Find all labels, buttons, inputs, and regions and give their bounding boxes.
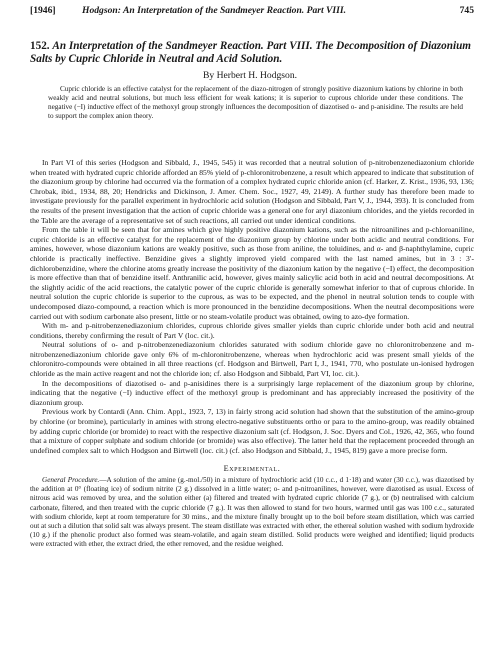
experimental-heading: Experimental.: [223, 464, 281, 474]
running-header: [30, 5, 474, 17]
header-page-number: 745: [459, 5, 474, 16]
header-year: [1946]: [30, 5, 56, 16]
article-number: 152.: [30, 40, 50, 52]
article-title-text: An Interpretation of the Sandmeyer Reaction. Part VIII. The Decomposition of Diazonium Salts by Cupric Chloride in Neutral and Acid Solution.: [30, 40, 472, 65]
general-procedure-lead: General Procedure.: [42, 476, 100, 484]
article-body: [30, 158, 474, 550]
body-paragraph: From the table it will be seen that for amines which give highly positive diazonium kations, such as the nitroanilines and p-chloroaniline, cupric chloride is an effective catalyst for the replacement of the diazonium group by chlorine under both acidic and neutral conditions. For amines, however, whose diazonium kations are weakly positive, such as those from aniline, the toluidines, and α- and β-naphthylamine, cupric chloride is practically ineffective. Benzidine gives a slightly improved yield compared with the last named amines, but in 3 : 3′-dichlorobenzidine, where the chlorine atoms greatly increase the positivity of the diazonium kation by the negative (−I) effect, the decomposition is more effective than that of benzidine itself. Anthranilic acid, however, gives mainly salicylic acid both in acid and neutral decompositions. At the slightly acidic of the acid reactions, the catalytic power of the cupric chloride is generally somewhat inferior to that of cuprous chloride. In neutral solution the cupric chloride is superior to the cuprous, as was to be expected, and the phenol in neutral solution tends to couple with undecomposed diazo-compound, a reaction which is more pronounced in the benzidine decompositions. When the neutral decompositions were carried out with sodium carbonate also present, little or no steam-volatile product was obtained, owing to azo-dye formation.: [30, 225, 474, 321]
body-paragraph: Previous work by Contardi (Ann. Chim. Appl., 1923, 7, 13) in fairly strong acid solution had shown that the substitution of the amino-group by chlorine (or bromine), particularly in amines with strong electro-negative substituents ortho or para to the amino-group, was readily obtained by adding cupric chloride (or bromide) to react with the respective diazonium salt (cf. Hodgson, J. Soc. Dyers and Col., 1926, 42, 365, who found that a mixture of copper sulphate and sodium chloride (or bromide) was also effective). The latter held that the replacement proceeded through an undefined complex salt to which Hodgson and Birtwell (loc. cit.) (cf. also Hodgson and Sibbald, J., 1945, 819) gave a more precise form.: [30, 407, 474, 455]
article-abstract: Cupric chloride is an effective catalyst for the replacement of the diazo-nitrogen of strongly positive diazonium kations by chlorine in both weakly acid and neutral solutions, but much less efficient for weak kations; it is superior to cuprous chloride under these conditions. The negative (−I) inductive effect of the methoxyl group strongly influences the decomposition of diazotised o- and p-anisidine. The results are held to support the complex anion theory.: [48, 85, 463, 121]
body-paragraph: In Part VI of this series (Hodgson and Sibbald, J., 1945, 545) it was recorded that a neutral solution of p-nitrobenzenediazonium chloride when treated with hydrated cupric chloride afforded an 85% yield of p-chloronitrobenzene, a result which appeared to indicate that substitution of the diazonium group by chlorine had occurred via the formation of a complex hydrated cupric chloride anion (cf. Harker, Z. Krist., 1936, 93, 136; Chrobak, ibid., 1934, 88, 20; Hendricks and Dickinson, J. Amer. Chem. Soc., 1927, 49, 2149). A further study has therefore been made to investigate previously for the parallel experiment in hydrochloric acid solution (Hodgson and Sibbald, Part V, J., 1944, 393). It is concluded from the results of the present investigation that the action of cupric chloride was a general one for aryl diazonium chlorides, and the yields recorded in the Table are the average of a representative set of such reactions, all carried out under identical conditions.: [30, 158, 474, 225]
body-paragraph: With m- and p-nitrobenzenediazonium chlorides, cuprous chloride gives smaller yields than cupric chloride under both acid and neutral conditions, thereby confirming the result of Part V (loc. cit.).: [30, 321, 474, 340]
body-paragraph: Neutral solutions of o- and p-nitrobenzenediazonium chlorides saturated with sodium chloride gave no chloronitrobenzene and m-nitrobenzenediazonium chloride gave only 6% of m-chloronitrobenzene, whereas when hydrochloric acid was present small yields of the chloronitro-compounds were obtained in all three reactions (cf. Hodgson and Birtwell, Part I, J., 1941, 770, who postulate un-ionised hydrogen chloride as the main active reagent and not the chloride ion; cf. also Hodgson and Sibbald, Part VI, loc. cit.).: [30, 340, 474, 379]
article-title: [30, 40, 474, 66]
header-running-title: Hodgson: An Interpretation of the Sandmeyer Reaction. Part VIII.: [82, 5, 347, 16]
body-paragraph: In the decompositions of diazotised o- and p-anisidines there is a surprisingly large replacement of the diazonium group by chlorine, indicating that the negative (−I) inductive effect of the methoxyl group is predominant and has appreciably increased the positivity of the diazonium group.: [30, 378, 474, 407]
article-author: By Herbert H. Hodgson.: [202, 70, 298, 81]
general-procedure-paragraph: [30, 476, 474, 550]
general-procedure-text: —A solution of the amine (g.-mol./50) in a mixture of hydrochloric acid (10 c.c., d 1·18) and water (30 c.c.), was diazotised by the addition at 0° (floating ice) of sodium nitrite (2 g.) dissolved in a little water; o- and p-nitroanilines, however, were diazotised as usual. Excess of nitrous acid was removed by urea, and the solution either (a) filtered and treated with hydrated cupric chloride (7 g.), or (b) neutralised with calcium carbonate, filtered, and then treated with the cupric chloride (7 g.). It was then allowed to stand for two hours, warmed until gas was 100 c.c., saturated with sodium chloride, kept at room temperature for 30 mins., and the mixture finally brought up to the boil before steam distillation, which was carried out at such a dilution that solid salt was always present. The steam distillate was extracted with ether, the ethereal solution washed with sodium hydroxide (10 g.) if the phenolic product also formed was steam-volatile, and again steam distilled. Solid products were weighed and identified; liquid products were extracted with ether, the extract dried, the ether removed, and the residue weighed.: [30, 476, 474, 549]
